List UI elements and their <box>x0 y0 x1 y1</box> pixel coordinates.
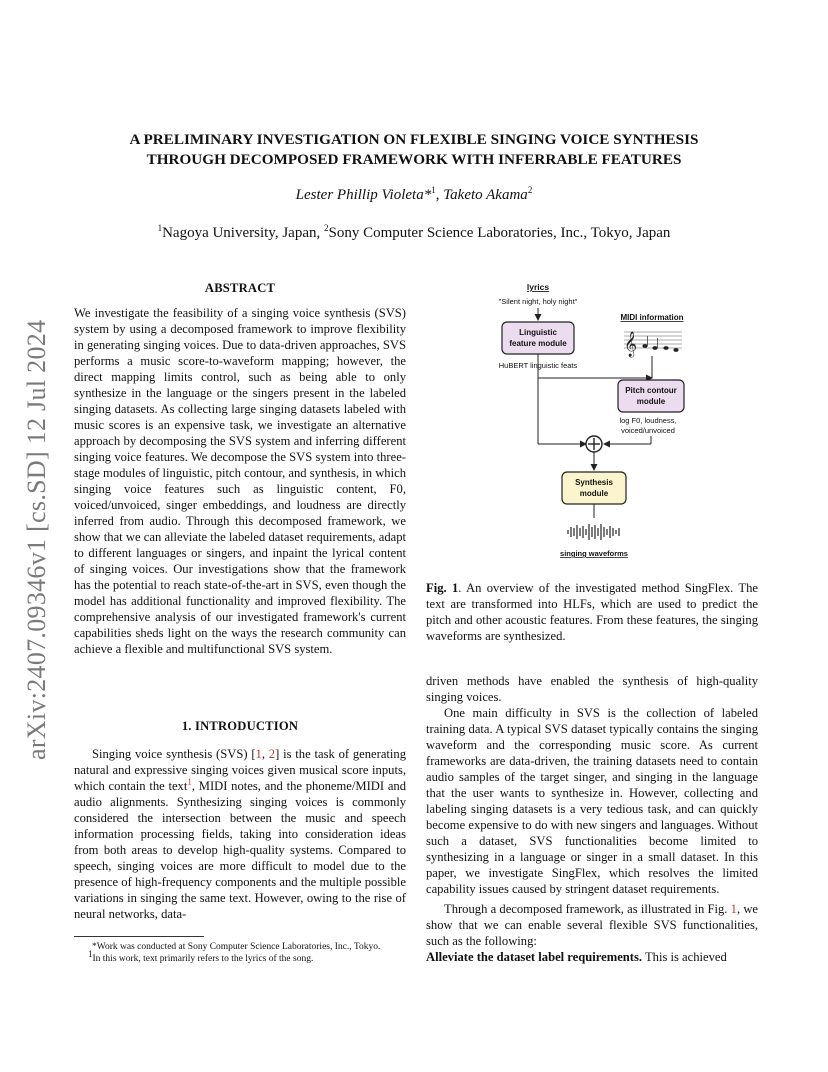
affil-sup-1: 1 <box>157 223 163 233</box>
alleviate-bold-label: Alleviate the dataset label requirements. <box>426 950 643 964</box>
fig-pitch-output-line2: voiced/unvoiced <box>621 426 675 435</box>
footnote-marker-1[interactable]: 1 <box>187 776 192 787</box>
intro-text-a: Singing voice synthesis (SVS) [ <box>92 747 256 761</box>
fig-waveform-icon <box>568 524 619 540</box>
fig-linguistic-line1: Linguistic <box>519 328 557 337</box>
figure-1-diagram <box>426 278 758 568</box>
author-2-sup: 2 <box>527 185 533 195</box>
fig-synth-line1: Synthesis <box>575 478 613 487</box>
fig-midi-label: MIDI information <box>620 313 684 322</box>
paper-title <box>80 130 748 170</box>
fig-synthesis-module-box <box>562 472 626 504</box>
fig-linguistic-module-box <box>502 322 574 354</box>
fig-pitch-line2: module <box>636 397 666 406</box>
abstract-text: We investigate the feasibility of a singing voice synthesis (SVS) system by using a decomposed framework to improve flexibility in generating singing voices. Due to data-driven approaches, SVS performs a music score-to-waveform mapping; however, the direct mapping limits control, such as being able to only synthesize in the language or the singers present in the labeled singing datasets. As collecting large singing datasets labeled with music scores is an expensive task, we investigate an alternative approach by decomposing the SVS system and inferring different singing voice features. We decompose the SVS system into three-stage modules of linguistic, pitch contour, and synthesis, in which singing voice features such as linguistic content, F0, voiced/unvoiced, singer embeddings, and loudness are directly inferred from audio. Through this decomposed framework, we show that we can alleviate the labeled dataset requirements, adapt to different languages or singers, and inpaint the lyrical content of singing voices. Our investigations show that the framework has the potential to reach state-of-the-art in SVS, even though the model has additional functionality and improved flexibility. The comprehensive analysis of our investigated framework's current capabilities sheds light on the ways the research community can achieve a flexible and multifunctional SVS system. <box>74 306 406 656</box>
intro-continuation: driven methods have enabled the synthesis of high-quality singing voices. <box>426 674 758 704</box>
fig-pitch-line1: Pitch contour <box>625 386 677 395</box>
affiliation-1: Nagoya University, Japan, <box>162 225 324 241</box>
author-1: Lester Phillip Violeta* <box>295 187 432 203</box>
figure-1-caption-label: Fig. 1 <box>426 581 459 595</box>
figure-1-caption-text: . An overview of the investigated method SingFlex. The text are transformed into HLFs, which are used to predict the pitch and other acoustic features. From these features, the singing waveforms are synthesized. <box>426 581 758 643</box>
fig-linguistic-line2: feature module <box>509 339 567 348</box>
intro-text-c: ] is the task of generating natural and expressive singing voices given musical score inputs, which contain the text <box>74 747 407 793</box>
footnote-2-sup: 1 <box>88 948 93 959</box>
fig-music-staff-icon <box>624 331 682 357</box>
abstract-heading: ABSTRACT <box>204 281 276 295</box>
intro-text-b: , <box>261 747 269 761</box>
title-line-1: A PRELIMINARY INVESTIGATION ON FLEXIBLE SINGING VOICE SYNTHESIS <box>129 131 699 148</box>
footnote-2-text: In this work, text primarily refers to the lyrics of the song. <box>92 954 314 964</box>
author-1-sup: 1 <box>431 185 436 195</box>
fig-lyrics-label: lyrics <box>526 282 550 292</box>
introduction-heading: 1. INTRODUCTION <box>181 719 299 733</box>
figure-1-caption <box>426 580 758 644</box>
right-column-body <box>426 673 758 965</box>
title-line-2: THROUGH DECOMPOSED FRAMEWORK WITH INFERRABLE FEATURES <box>146 151 682 168</box>
affiliations <box>80 225 748 242</box>
fig-pitch-contour-module-box <box>618 380 684 412</box>
figure-1-link[interactable]: 1 <box>730 902 737 916</box>
framework-text-b: , we show that we can enable several flexible SVS functionalities, such as the following: <box>426 902 759 948</box>
dataset-difficulty-paragraph: One main difficulty in SVS is the collection of labeled training data. A typical SVS dataset typically contains the singing waveform and the corresponding music score. As current frameworks are data-driven, the training datasets need to contain audio samples of the target singer, and singing in the language that the user wants to synthesize in. However, collecting and labeling singing datasets is a very tedious task, and can quickly become expensive to do with new singers and languages. Without such a dataset, SVS functionalities become limited to synthesizing in a language or singer in a small dataset. In this paper, we investigate SingFlex, which resolves the limited capability issues caused by stringent dataset requirements. <box>426 706 758 896</box>
footnote-work-conducted: *Work was conducted at Sony Computer Science Laboratories, Inc., Tokyo. <box>92 942 381 952</box>
framework-paragraph <box>426 901 758 949</box>
affiliation-2: Sony Computer Science Laboratories, Inc., Tokyo, Japan <box>328 225 671 241</box>
framework-text-a: Through a decomposed framework, as illustrated in Fig. <box>444 902 731 916</box>
alleviate-paragraph <box>426 949 758 965</box>
introduction-paragraph <box>74 746 406 922</box>
footnotes <box>74 941 406 965</box>
arxiv-sidebar-id: arXiv:2407.09346v1 [cs.SD] 12 Jul 2024 <box>22 319 51 760</box>
fig-sum-node-icon <box>586 436 602 452</box>
citation-link-2[interactable]: 2 <box>268 747 276 761</box>
footnote-rule <box>74 936 204 937</box>
authors <box>80 187 748 204</box>
svg-text:𝄞: 𝄞 <box>624 332 638 357</box>
author-separator: , <box>435 187 444 203</box>
fig-synth-line2: module <box>579 489 609 498</box>
abstract-section <box>74 281 406 657</box>
figure-1-caption-block <box>426 580 758 644</box>
intro-text-d: , MIDI notes, and the phoneme/MIDI and audio alignments. Synthesizing singing voices is commonly considered the intersection between the music and speech information processing fields, taking into consideration ideas from both areas to develop high-quality systems. Compared to speech, singing voices are more difficult to model due to the presence of high-frequency components and the multiple possible variations in singing the same text. However, owing to the rise of neural networks, data- <box>74 779 406 921</box>
fig-hubert-label: HuBERT linguistic feats <box>498 361 578 370</box>
fig-waveform-label: singing waveforms <box>560 549 628 558</box>
footnote-text-definition <box>74 948 406 965</box>
introduction-section <box>74 719 406 922</box>
fig-pitch-output-line1: log F0, loudness, <box>619 416 677 425</box>
fig-lyrics-text: "Silent night, holy night" <box>498 297 578 306</box>
citation-link-1[interactable]: 1 <box>255 747 262 761</box>
affil-sup-2: 2 <box>323 223 329 233</box>
author-2: Taketo Akama <box>443 187 528 203</box>
alleviate-text: This is achieved <box>642 950 727 964</box>
